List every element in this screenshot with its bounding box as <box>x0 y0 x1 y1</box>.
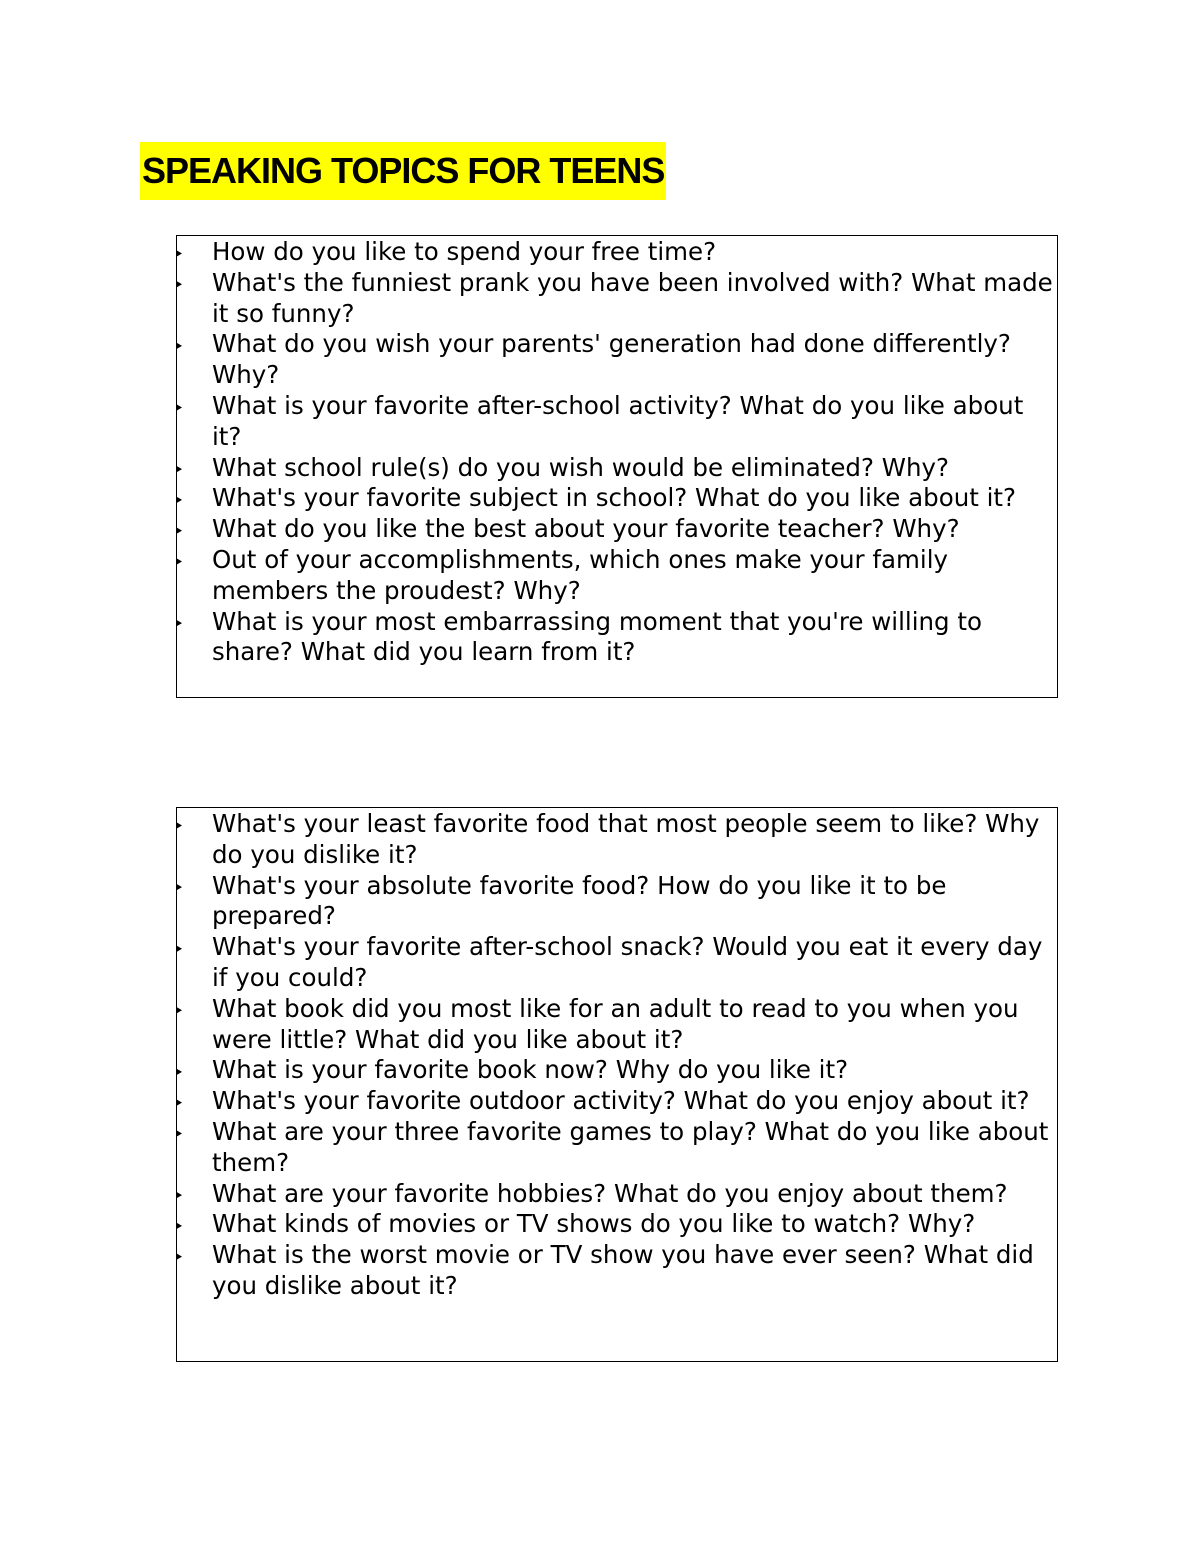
list-item <box>177 1055 1057 1086</box>
bullet-icon <box>176 466 182 473</box>
list-item-text: What's your least favorite food that most people seem to like? Why do you dislike it? <box>212 809 1040 869</box>
list-item <box>177 391 1057 453</box>
list-item <box>177 483 1057 514</box>
bullet-icon <box>176 822 182 829</box>
bullet-icon <box>176 1130 182 1137</box>
bullet-icon <box>176 1253 182 1260</box>
list-item-text: How do you like to spend your free time? <box>212 237 717 266</box>
list-item <box>177 514 1057 545</box>
list-item <box>177 453 1057 484</box>
list-item <box>177 1179 1057 1210</box>
bullet-icon <box>176 558 182 565</box>
bullet-icon <box>176 884 182 891</box>
list-item <box>177 1117 1057 1179</box>
list-item <box>177 1209 1057 1240</box>
list-item-text: What is your favorite after-school activity? What do you like about it? <box>212 390 1024 451</box>
bullet-icon <box>176 342 182 349</box>
list-item <box>177 607 1057 669</box>
topic-list-2 <box>177 809 1057 1302</box>
list-item-text: What school rule(s) do you wish would be eliminated? Why? <box>212 452 949 482</box>
list-item-text: Out of your accomplishments, which ones make your family members the proudest? Why? <box>212 544 949 605</box>
list-item-text: What do you wish your parents' generation had done differently? Why? <box>212 329 1011 390</box>
bullet-icon <box>176 1222 182 1229</box>
list-item-text: What is your most embarrassing moment that you're willing to share? What did you learn from it? <box>212 606 982 667</box>
list-item <box>177 871 1057 933</box>
list-item <box>177 932 1057 994</box>
list-item-text: What kinds of movies or TV shows do you like to watch? Why? <box>212 1209 976 1239</box>
bullet-icon <box>176 620 182 627</box>
list-item-text: What is your favorite book now? Why do you like it? <box>212 1055 849 1085</box>
list-item <box>177 329 1057 391</box>
topic-list-1 <box>177 237 1057 668</box>
list-item <box>177 545 1057 607</box>
list-item-text: What are your three favorite games to play? What do you like about them? <box>212 1116 1049 1177</box>
list-item <box>177 809 1057 871</box>
topic-box-1 <box>176 235 1058 698</box>
bullet-icon <box>176 281 182 288</box>
bullet-icon <box>176 496 182 503</box>
list-item-text: What's your favorite after-school snack? Would you eat it every day if you could? <box>212 932 1043 992</box>
bullet-icon <box>176 250 182 257</box>
list-item <box>177 237 1057 268</box>
bullet-icon <box>176 1192 182 1199</box>
list-item <box>177 1240 1057 1302</box>
list-item-text: What is the worst movie or TV show you have ever seen? What did you dislike about it? <box>212 1240 1034 1300</box>
list-item-text: What do you like the best about your favorite teacher? Why? <box>212 514 960 544</box>
list-item-text: What's your favorite outdoor activity? What do you enjoy about it? <box>212 1086 1030 1116</box>
topic-box-2 <box>176 807 1058 1362</box>
page-title: SPEAKING TOPICS FOR TEENS <box>140 142 666 200</box>
list-item <box>177 1086 1057 1117</box>
list-item-text: What's your absolute favorite food? How do you like it to be prepared? <box>212 870 947 931</box>
list-item <box>177 268 1057 330</box>
bullet-icon <box>176 1099 182 1106</box>
list-item-text: What are your favorite hobbies? What do you enjoy about them? <box>212 1178 1008 1208</box>
list-item <box>177 994 1057 1056</box>
bullet-icon <box>176 404 182 411</box>
bullet-icon <box>176 1068 182 1075</box>
bullet-icon <box>176 1007 182 1014</box>
list-item-text: What book did you most like for an adult to read to you when you were little? What did you like about it? <box>212 993 1019 1054</box>
list-item-text: What's your favorite subject in school? What do you like about it? <box>212 483 1017 513</box>
bullet-icon <box>176 527 182 534</box>
bullet-icon <box>176 945 182 952</box>
list-item-text: What's the funniest prank you have been involved with? What made it so funny? <box>212 267 1053 328</box>
